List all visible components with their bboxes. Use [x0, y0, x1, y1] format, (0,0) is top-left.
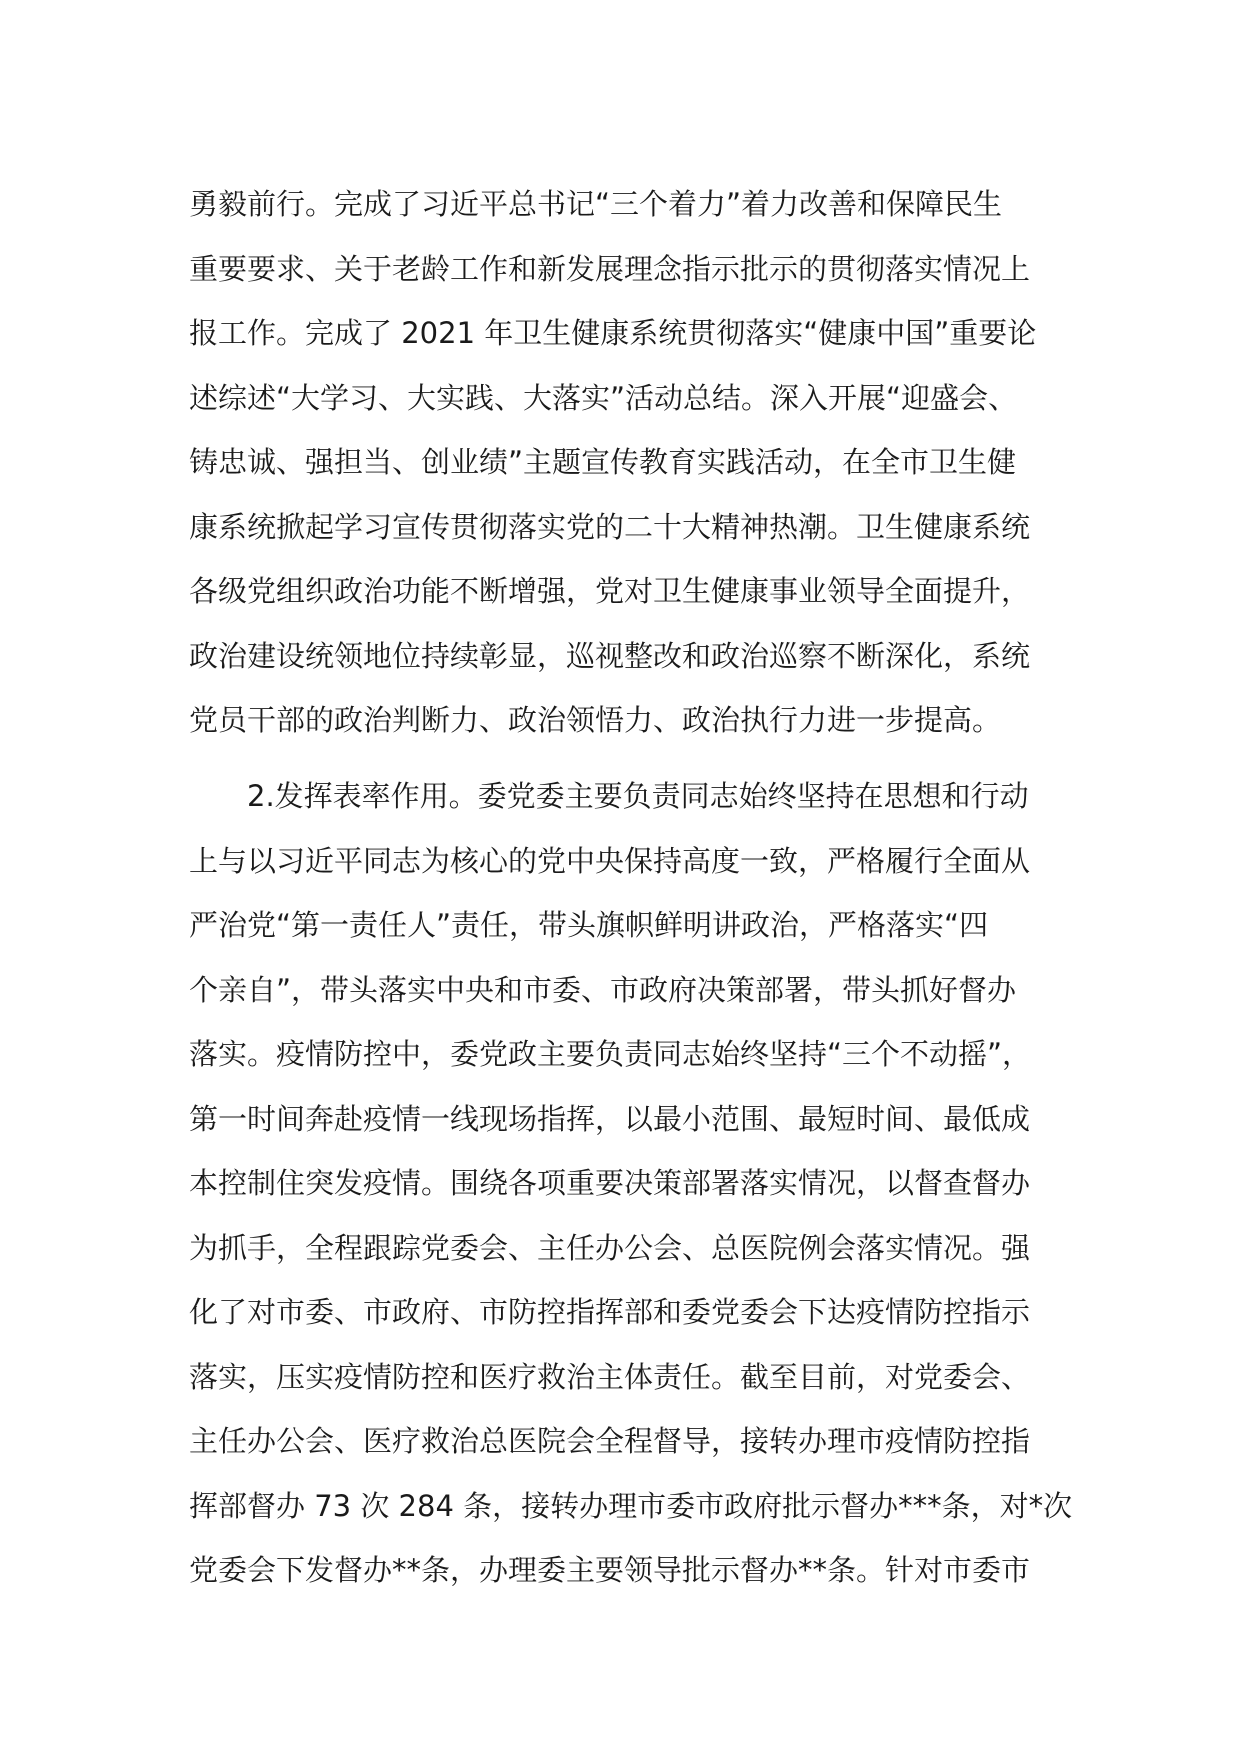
paragraph-line: 落实，压实疫情防控和医疗救治主体责任。截至目前，对党委会、	[189, 1359, 1031, 1394]
paragraph-line: 铸忠诚、强担当、创业绩”主题宣传教育实践活动，在全市卫生健	[189, 445, 1017, 479]
paragraph-line: 为抓手，全程跟踪党委会、主任办公会、总医院例会落实情况。强	[189, 1230, 1031, 1265]
paragraph-line: 党员干部的政治判断力、政治领悟力、政治执行力进一步提高。	[189, 703, 1002, 737]
paragraph-line: 第一时间奔赴疫情一线现场指挥，以最小范围、最短时间、最低成	[189, 1101, 1031, 1136]
paragraph-line: 个亲自”，带头落实中央和市委、市政府决策部署，带头抓好督办	[189, 972, 1017, 1007]
paragraph-line: 落实。疫情防控中，委党政主要负责同志始终坚持“三个不动摇”，	[189, 1037, 1032, 1071]
paragraph-line: 各级党组织政治功能不断增强，党对卫生健康事业领导全面提升，	[189, 574, 1031, 608]
paragraph-line: 化了对市委、市政府、市防控指挥部和委党委会下达疫情防控指示	[189, 1295, 1031, 1329]
paragraph-line: 2.发挥表率作用。委党委主要负责同志始终坚持在思想和行动	[247, 779, 1029, 813]
paragraph-line: 重要要求、关于老龄工作和新发展理念指示批示的贯彻落实情况上	[189, 251, 1031, 286]
paragraph-line: 报工作。完成了 2021 年卫生健康系统贯彻落实“健康中国”重要论	[189, 316, 1037, 350]
paragraph-line: 述综述“大学习、大实践、大落实”活动总结。深入开展“迎盛会、	[189, 380, 1018, 415]
paragraph-line: 严治党“第一责任人”责任，带头旗帜鲜明讲政治，严格落实“四	[189, 908, 989, 942]
paragraph-2	[189, 764, 1073, 1603]
paragraph-line: 康系统掀起学习宣传贯彻落实党的二十大精神热潮。卫生健康系统	[189, 509, 1031, 544]
paragraph-line: 挥部督办 73 次 284 条，接转办理市委市政府批示督办***条，对*次	[189, 1488, 1073, 1523]
paragraph-line: 勇毅前行。完成了习近平总书记“三个着力”着力改善和保障民生	[189, 187, 1003, 221]
paragraph-line: 主任办公会、医疗救治总医院会全程督导，接转办理市疫情防控指	[189, 1424, 1031, 1458]
paragraph-line: 本控制住突发疫情。围绕各项重要决策部署落实情况，以督查督办	[189, 1166, 1031, 1200]
paragraph-1	[189, 172, 1069, 753]
paragraph-line: 上与以习近平同志为核心的党中央保持高度一致，严格履行全面从	[189, 843, 1031, 878]
paragraph-line: 政治建设统领地位持续彰显，巡视整改和政治巡察不断深化，系统	[189, 638, 1031, 673]
paragraph-line: 党委会下发督办**条，办理委主要领导批示督办**条。针对市委市	[189, 1553, 1031, 1587]
